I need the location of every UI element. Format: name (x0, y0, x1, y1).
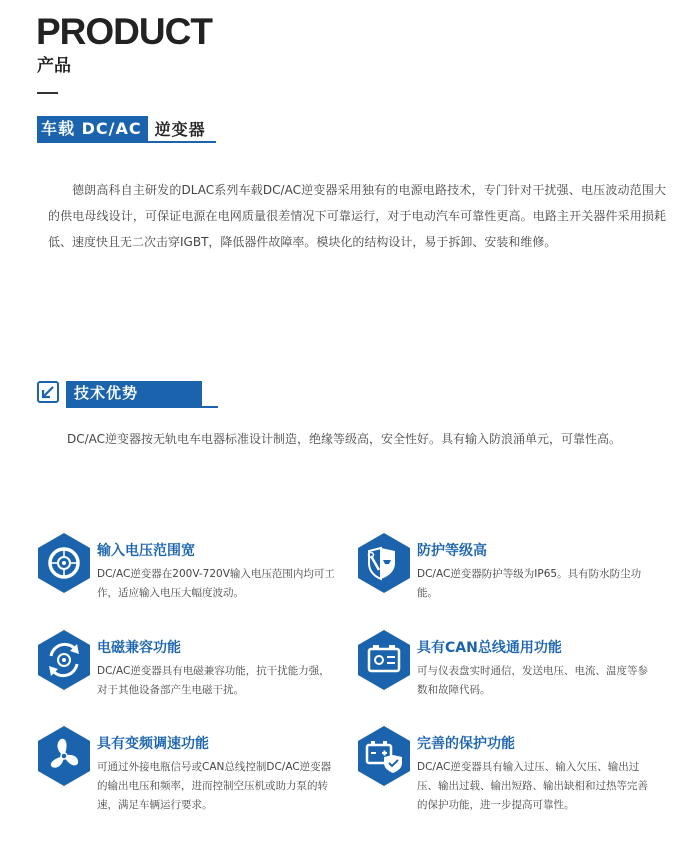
advantages-heading-label: 技术优势 (66, 381, 202, 406)
arrow-down-left-icon (37, 381, 59, 403)
product-title-underline (37, 141, 216, 143)
feature-desc: DC/AC逆变器具有电磁兼容功能，抗干扰能力强，对于其他设备部产生电磁干扰。 (97, 665, 330, 696)
feature-emc (37, 629, 337, 709)
advantages-heading (37, 381, 218, 406)
emc-cycle-icon (37, 629, 91, 691)
shield-tools-icon (357, 532, 411, 594)
tire-icon (37, 532, 91, 594)
feature-title: 输入电压范围宽 (97, 543, 195, 559)
feature-title: 具有变频调速功能 (97, 736, 209, 752)
can-bus-icon (357, 629, 411, 691)
feature-protection-rating (357, 532, 657, 612)
product-intro: 德朗高科自主研发的DLAC系列车载DC/AC逆变器采用独有的电源电路技术，专门针对干扰强、电压波动范围大的供电母线设计，可保证电源在电网质量很差情况下可靠运行，对于电动汽车可靠性更高。电路主开关器件采用损耗低、速度快且无二次击穿IGBT，降低器件故障率。模块化的结构设计，易于拆卸、安装和维修。 (48, 183, 666, 249)
advantages-heading-underline (66, 406, 218, 408)
product-heading-cn: 产品 (37, 56, 71, 76)
feature-title: 防护等级高 (417, 543, 487, 559)
feature-title: 具有CAN总线通用功能 (417, 640, 562, 656)
product-heading-en: PRODUCT (36, 11, 212, 52)
feature-desc: DC/AC逆变器在200V-720V输入电压范围内均可工作，适应输入电压大幅度波动。 (97, 568, 335, 599)
feature-protection-functions (357, 725, 657, 811)
feature-can-bus (357, 629, 657, 709)
heading-divider (37, 92, 58, 94)
feature-title: 完善的保护功能 (417, 736, 515, 752)
feature-title: 电磁兼容功能 (97, 640, 181, 656)
product-title-tag: 车载 DC/AC (37, 116, 148, 141)
feature-variable-frequency (37, 725, 337, 811)
advantages-summary: DC/AC逆变器按无轨电车电器标准设计制造，绝缘等级高，安全性好。具有输入防浪涌单元，可靠性高。 (67, 432, 622, 446)
product-title (37, 116, 206, 141)
feature-wide-input-voltage (37, 532, 337, 612)
feature-desc: DC/AC逆变器防护等级为IP65。具有防水防尘功能。 (417, 568, 642, 599)
feature-desc: 可通过外接电瓶信号或CAN总线控制DC/AC逆变器的输出电压和频率，进而控制空压机或助力泵的转速，满足车辆运行要求。 (97, 761, 332, 811)
product-title-rest: 逆变器 (154, 120, 206, 139)
fan-icon (37, 725, 91, 787)
feature-desc: 可与仪表盘实时通信，发送电压、电流、温度等参数和故障代码。 (417, 665, 648, 696)
feature-desc: DC/AC逆变器具有输入过压、输入欠压、输出过压、输出过载、输出短路、输出缺相和过热等完善的保护功能，进一步提高可靠性。 (417, 761, 648, 811)
battery-shield-icon (357, 725, 411, 787)
